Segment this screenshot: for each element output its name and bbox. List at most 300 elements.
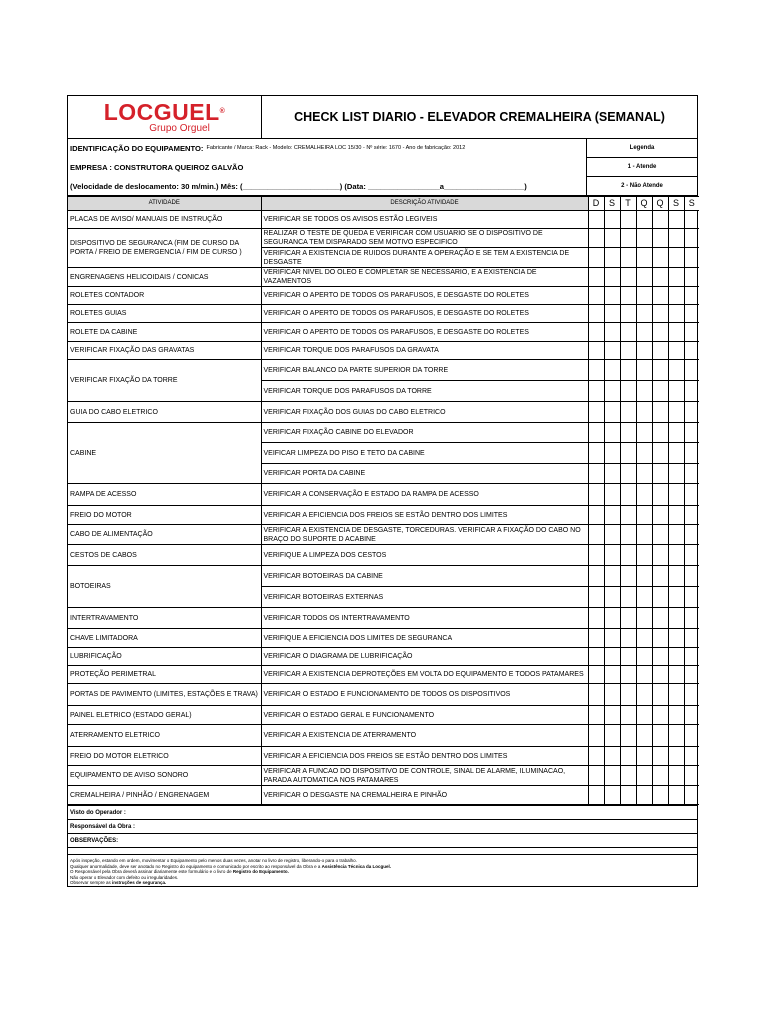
- day-check-cell[interactable]: [588, 725, 604, 747]
- day-check-cell[interactable]: [588, 684, 604, 706]
- day-check-cell[interactable]: [652, 381, 668, 402]
- day-check-cell[interactable]: [588, 648, 604, 666]
- day-check-cell[interactable]: [684, 443, 699, 464]
- day-check-cell[interactable]: [604, 211, 620, 229]
- day-check-cell[interactable]: [588, 402, 604, 423]
- table-row: [68, 484, 699, 506]
- day-check-cell[interactable]: [652, 608, 668, 629]
- day-check-cell[interactable]: [652, 766, 668, 786]
- day-check-cell[interactable]: [668, 608, 684, 629]
- day-check-cell[interactable]: [588, 484, 604, 506]
- description-cell: REALIZAR O TESTE DE QUEDA E VERIFICAR COM USUARIO SE O DISPOSITIVO DE SEGURANCA TEM DISPARADO SEM MOTIVO ESPECIFICO: [261, 229, 588, 248]
- activity-cell: ROLETES GUIAS: [68, 305, 261, 323]
- day-check-cell[interactable]: [620, 423, 636, 443]
- day-check-cell[interactable]: [684, 305, 699, 323]
- description-cell: VERIFICAR A CONSERVAÇÃO E ESTADO DA RAMPA DE ACESSO: [261, 484, 588, 506]
- day-check-cell[interactable]: [668, 525, 684, 545]
- day-check-cell[interactable]: [684, 268, 699, 287]
- site-manager-signature: Responsável da Obra :: [68, 819, 697, 833]
- speed-month-date-line: (Velocidade de deslocamento: 30 m/min.) Mês: (_______________________) (Data: _________________a___________________): [68, 176, 586, 195]
- day-check-cell[interactable]: [652, 484, 668, 506]
- day-check-cell[interactable]: [684, 402, 699, 423]
- day-check-cell[interactable]: [604, 287, 620, 305]
- legend-item-not-attends: 2 - Não Atende: [587, 176, 697, 195]
- day-check-cell[interactable]: [604, 342, 620, 360]
- day-check-cell[interactable]: [636, 464, 652, 484]
- day-check-cell[interactable]: [620, 684, 636, 706]
- table-row: [68, 305, 699, 323]
- day-check-cell[interactable]: [636, 360, 652, 381]
- day-check-cell[interactable]: [588, 506, 604, 525]
- activity-cell: CHAVE LIMITADORA: [68, 629, 261, 648]
- day-check-cell[interactable]: [684, 464, 699, 484]
- day-check-cell[interactable]: [620, 545, 636, 566]
- day-check-cell[interactable]: [604, 423, 620, 443]
- day-check-cell[interactable]: [652, 648, 668, 666]
- day-check-cell[interactable]: [604, 525, 620, 545]
- day-check-cell[interactable]: [604, 786, 620, 805]
- day-check-cell[interactable]: [652, 305, 668, 323]
- day-check-cell[interactable]: [684, 381, 699, 402]
- day-check-cell[interactable]: [620, 506, 636, 525]
- day-check-cell[interactable]: [668, 725, 684, 747]
- day-check-cell[interactable]: [668, 684, 684, 706]
- legend-box: [587, 139, 697, 195]
- day-check-cell[interactable]: [588, 766, 604, 786]
- day-check-cell[interactable]: [620, 248, 636, 268]
- table-row: [68, 423, 699, 443]
- day-check-cell[interactable]: [684, 484, 699, 506]
- day-check-cell[interactable]: [588, 666, 604, 684]
- day-check-cell[interactable]: [684, 648, 699, 666]
- checklist-sheet: [67, 95, 698, 887]
- day-check-cell[interactable]: [604, 381, 620, 402]
- description-cell: VERIFICAR O APERTO DE TODOS OS PARAFUSOS, E DESGASTE DO ROLETES: [261, 287, 588, 305]
- day-check-cell[interactable]: [684, 323, 699, 342]
- day-check-cell[interactable]: [652, 342, 668, 360]
- column-header-day: T: [620, 197, 636, 211]
- day-check-cell[interactable]: [652, 229, 668, 248]
- day-check-cell[interactable]: [620, 287, 636, 305]
- description-cell: VERIFICAR FIXAÇÃO DOS GUIAS DO CABO ELETRICO: [261, 402, 588, 423]
- description-cell: VERIFICAR PORTA DA CABINE: [261, 464, 588, 484]
- day-check-cell[interactable]: [604, 684, 620, 706]
- day-check-cell[interactable]: [588, 211, 604, 229]
- activity-cell: ROLETE DA CABINE: [68, 323, 261, 342]
- day-check-cell[interactable]: [604, 268, 620, 287]
- day-check-cell[interactable]: [684, 423, 699, 443]
- activity-cell: FREIO DO MOTOR: [68, 506, 261, 525]
- day-check-cell[interactable]: [668, 381, 684, 402]
- column-header-day: D: [588, 197, 604, 211]
- day-check-cell[interactable]: [636, 323, 652, 342]
- description-cell: VERIFICAR A EXISTENCIA DEPROTEÇÕES EM VOLTA DO EQUIPAMENTO E TODOS PATAMARES: [261, 666, 588, 684]
- activity-cell: DISPOSITIVO DE SEGURANCA (FIM DE CURSO DA PORTA / FREIO DE EMERGENCIA / FIM DE CURSO ): [68, 229, 261, 268]
- activity-cell: RAMPA DE ACESSO: [68, 484, 261, 506]
- day-check-cell[interactable]: [668, 545, 684, 566]
- day-check-cell[interactable]: [588, 587, 604, 608]
- day-check-cell[interactable]: [668, 666, 684, 684]
- day-check-cell[interactable]: [636, 566, 652, 587]
- day-check-cell[interactable]: [652, 545, 668, 566]
- day-check-cell[interactable]: [684, 725, 699, 747]
- column-header-day: Q: [652, 197, 668, 211]
- description-cell: VERIFICAR A EFICIENCIA DOS FREIOS SE ESTÃO DENTRO DOS LIMITES: [261, 506, 588, 525]
- day-check-cell[interactable]: [588, 706, 604, 725]
- day-check-cell[interactable]: [668, 747, 684, 766]
- day-check-cell[interactable]: [604, 766, 620, 786]
- day-check-cell[interactable]: [652, 402, 668, 423]
- day-check-cell[interactable]: [684, 525, 699, 545]
- day-check-cell[interactable]: [668, 287, 684, 305]
- day-check-cell[interactable]: [684, 766, 699, 786]
- day-check-cell[interactable]: [668, 566, 684, 587]
- note-line: Qualquer anormalidade, deve ser anotado no Registro do equipamento e comunicado por escrito ao responsável da Obra e a Assistência Técnica da Locguel.: [70, 863, 391, 869]
- day-check-cell[interactable]: [620, 666, 636, 684]
- day-check-cell[interactable]: [604, 305, 620, 323]
- day-check-cell[interactable]: [620, 566, 636, 587]
- day-check-cell[interactable]: [652, 684, 668, 706]
- day-check-cell[interactable]: [636, 666, 652, 684]
- description-cell: VERIFICAR BOTOEIRAS EXTERNAS: [261, 587, 588, 608]
- description-cell: VERIFICAR O APERTO DE TODOS OS PARAFUSOS, E DESGASTE DO ROLETES: [261, 323, 588, 342]
- day-check-cell[interactable]: [668, 323, 684, 342]
- day-check-cell[interactable]: [636, 484, 652, 506]
- day-check-cell[interactable]: [620, 706, 636, 725]
- day-check-cell[interactable]: [652, 725, 668, 747]
- day-check-cell[interactable]: [604, 229, 620, 248]
- day-check-cell[interactable]: [604, 323, 620, 342]
- logo-subtitle: Grupo Orguel: [149, 122, 210, 134]
- day-check-cell[interactable]: [620, 443, 636, 464]
- day-check-cell[interactable]: [588, 342, 604, 360]
- day-check-cell[interactable]: [636, 706, 652, 725]
- day-check-cell[interactable]: [636, 423, 652, 443]
- day-check-cell[interactable]: [636, 287, 652, 305]
- day-check-cell[interactable]: [652, 464, 668, 484]
- day-check-cell[interactable]: [620, 484, 636, 506]
- day-check-cell[interactable]: [620, 608, 636, 629]
- activity-cell: EQUIPAMENTO DE AVISO SONORO: [68, 766, 261, 786]
- description-cell: VERIFICAR O APERTO DE TODOS OS PARAFUSOS, E DESGASTE DO ROLETES: [261, 305, 588, 323]
- day-check-cell[interactable]: [668, 587, 684, 608]
- day-check-cell[interactable]: [620, 648, 636, 666]
- table-row: [68, 268, 699, 287]
- day-check-cell[interactable]: [668, 211, 684, 229]
- day-check-cell[interactable]: [652, 287, 668, 305]
- day-check-cell[interactable]: [652, 323, 668, 342]
- table-header-row: [68, 197, 699, 211]
- day-check-cell[interactable]: [620, 381, 636, 402]
- day-check-cell[interactable]: [636, 587, 652, 608]
- day-check-cell[interactable]: [588, 545, 604, 566]
- day-check-cell[interactable]: [668, 305, 684, 323]
- day-check-cell[interactable]: [652, 587, 668, 608]
- activity-cell: PORTAS DE PAVIMENTO (LIMITES, ESTAÇÕES E TRAVA): [68, 684, 261, 706]
- day-check-cell[interactable]: [620, 323, 636, 342]
- table-row: [68, 684, 699, 706]
- day-check-cell[interactable]: [588, 566, 604, 587]
- day-check-cell[interactable]: [620, 587, 636, 608]
- day-check-cell[interactable]: [620, 525, 636, 545]
- day-check-cell[interactable]: [652, 525, 668, 545]
- day-check-cell[interactable]: [620, 747, 636, 766]
- day-check-cell[interactable]: [588, 747, 604, 766]
- day-check-cell[interactable]: [684, 666, 699, 684]
- day-check-cell[interactable]: [652, 211, 668, 229]
- day-check-cell[interactable]: [684, 506, 699, 525]
- day-check-cell[interactable]: [652, 786, 668, 805]
- note-line: Após inspeção, estando em ordem, movimentar o Equipamento pelo menos duas vezes, anotar no livro de registro, liberando-o para o trabalho.: [70, 858, 357, 863]
- activity-cell: PROTEÇÃO PERIMETRAL: [68, 666, 261, 684]
- day-check-cell[interactable]: [588, 443, 604, 464]
- day-check-cell[interactable]: [668, 706, 684, 725]
- day-check-cell[interactable]: [636, 629, 652, 648]
- day-check-cell[interactable]: [588, 423, 604, 443]
- day-check-cell[interactable]: [652, 268, 668, 287]
- day-check-cell[interactable]: [636, 684, 652, 706]
- day-check-cell[interactable]: [684, 211, 699, 229]
- description-cell: VERIFIQUE A LIMPEZA DOS CESTOS: [261, 545, 588, 566]
- day-check-cell[interactable]: [668, 402, 684, 423]
- day-check-cell[interactable]: [636, 506, 652, 525]
- day-check-cell[interactable]: [684, 747, 699, 766]
- day-check-cell[interactable]: [588, 525, 604, 545]
- day-check-cell[interactable]: [588, 608, 604, 629]
- day-check-cell[interactable]: [636, 305, 652, 323]
- day-check-cell[interactable]: [684, 342, 699, 360]
- day-check-cell[interactable]: [604, 402, 620, 423]
- day-check-cell[interactable]: [668, 268, 684, 287]
- day-check-cell[interactable]: [604, 587, 620, 608]
- table-row: [68, 608, 699, 629]
- day-check-cell[interactable]: [652, 747, 668, 766]
- day-check-cell[interactable]: [588, 464, 604, 484]
- day-check-cell[interactable]: [684, 684, 699, 706]
- legend-title: Legenda: [629, 145, 655, 151]
- day-check-cell[interactable]: [668, 248, 684, 268]
- table-row: [68, 725, 699, 747]
- day-check-cell[interactable]: [604, 443, 620, 464]
- day-check-cell[interactable]: [588, 323, 604, 342]
- day-check-cell[interactable]: [604, 545, 620, 566]
- day-check-cell[interactable]: [604, 706, 620, 725]
- description-cell: VERIFICAR A EXISTENCIA DE RUIDOS DURANTE A OPERAÇÃO E SE TEM A EXISTENCIA DE DESGASTE: [261, 248, 588, 268]
- day-check-cell[interactable]: [620, 464, 636, 484]
- activity-cell: BOTOEIRAS: [68, 566, 261, 608]
- description-cell: VERIFIQUE A EFICIENCIA DOS LIMITES DE SEGURANCA: [261, 629, 588, 648]
- day-check-cell[interactable]: [636, 545, 652, 566]
- day-check-cell[interactable]: [668, 786, 684, 805]
- day-check-cell[interactable]: [620, 402, 636, 423]
- table-row: [68, 342, 699, 360]
- day-check-cell[interactable]: [684, 360, 699, 381]
- column-header-description: DESCRIÇÃO ATIVIDADE: [261, 197, 588, 211]
- description-cell: VERIFICAR BOTOEIRAS DA CABINE: [261, 566, 588, 587]
- day-check-cell[interactable]: [604, 248, 620, 268]
- description-cell: VERIFICAR SE TODOS OS AVISOS ESTÃO LEGIVEIS: [261, 211, 588, 229]
- day-check-cell[interactable]: [636, 747, 652, 766]
- day-check-cell[interactable]: [684, 587, 699, 608]
- day-check-cell[interactable]: [604, 747, 620, 766]
- day-check-cell[interactable]: [636, 248, 652, 268]
- day-check-cell[interactable]: [620, 360, 636, 381]
- day-check-cell[interactable]: [684, 545, 699, 566]
- activity-cell: PAINEL ELETRICO (ESTADO GERAL): [68, 706, 261, 725]
- day-check-cell[interactable]: [636, 766, 652, 786]
- operator-signature: Visto do Operador :: [68, 805, 697, 819]
- day-check-cell[interactable]: [620, 725, 636, 747]
- day-check-cell[interactable]: [636, 786, 652, 805]
- description-cell: VERIFICAR TORQUE DOS PARAFUSOS DA TORRE: [261, 381, 588, 402]
- day-check-cell[interactable]: [620, 342, 636, 360]
- table-row: [68, 229, 699, 248]
- day-check-cell[interactable]: [668, 342, 684, 360]
- day-check-cell[interactable]: [668, 423, 684, 443]
- day-check-cell[interactable]: [620, 229, 636, 248]
- day-check-cell[interactable]: [588, 360, 604, 381]
- day-check-cell[interactable]: [604, 360, 620, 381]
- day-check-cell[interactable]: [588, 229, 604, 248]
- day-check-cell[interactable]: [604, 608, 620, 629]
- day-check-cell[interactable]: [620, 268, 636, 287]
- sheet-header: [68, 96, 697, 139]
- table-row: [68, 545, 699, 566]
- day-check-cell[interactable]: [588, 381, 604, 402]
- day-check-cell[interactable]: [684, 786, 699, 805]
- observations-label: OBSERVAÇÕES:: [68, 833, 697, 847]
- day-check-cell[interactable]: [668, 648, 684, 666]
- day-check-cell[interactable]: [652, 360, 668, 381]
- day-check-cell[interactable]: [604, 566, 620, 587]
- day-check-cell[interactable]: [684, 629, 699, 648]
- equipment-identification: IDENTIFICAÇÃO DO EQUIPAMENTO: Fabricante / Marca: Rack - Modelo: CREMALHEIRA LOC 15/30 - Nº série: 1670 - Ano de fabricação: 2012: [70, 143, 466, 153]
- day-check-cell[interactable]: [636, 342, 652, 360]
- description-cell: VERIFICAR FIXAÇÃO CABINE DO ELEVADOR: [261, 423, 588, 443]
- description-cell: VERIFICAR A FUNCAO DO DISPOSITIVO DE CONTROLE, SINAL DE ALARME, ILUMINACAO, PARADA AUTOMATICA NOS PATAMARES: [261, 766, 588, 786]
- description-cell: VERIFICAR NIVEL DO OLEO E COMPLETAR SE NECESSARIO, E A EXISTENCIA DE VAZAMENTOS: [261, 268, 588, 287]
- day-check-cell[interactable]: [588, 629, 604, 648]
- day-check-cell[interactable]: [668, 229, 684, 248]
- day-check-cell[interactable]: [604, 506, 620, 525]
- activity-cell: VERIFICAR FIXAÇÃO DAS GRAVATAS: [68, 342, 261, 360]
- day-check-cell[interactable]: [668, 484, 684, 506]
- day-check-cell[interactable]: [588, 305, 604, 323]
- day-check-cell[interactable]: [684, 248, 699, 268]
- logo-text: LOCGUEL®: [103, 98, 226, 125]
- day-check-cell[interactable]: [620, 211, 636, 229]
- activity-cell: FREIO DO MOTOR ELETRICO: [68, 747, 261, 766]
- activity-cell: CABINE: [68, 423, 261, 484]
- day-check-cell[interactable]: [668, 629, 684, 648]
- description-cell: VERIFICAR TODOS OS INTERTRAVAMENTO: [261, 608, 588, 629]
- table-row: [68, 706, 699, 725]
- day-check-cell[interactable]: [604, 666, 620, 684]
- description-cell: VERIFICAR TORQUE DOS PARAFUSOS DA GRAVATA: [261, 342, 588, 360]
- note-line: Observar sempre as instruções de segurança.: [70, 880, 167, 886]
- day-check-cell[interactable]: [604, 725, 620, 747]
- table-row: [68, 666, 699, 684]
- day-check-cell[interactable]: [588, 786, 604, 805]
- day-check-cell[interactable]: [684, 608, 699, 629]
- description-cell: VERIFICAR O ESTADO GERAL E FUNCIONAMENTO: [261, 706, 588, 725]
- day-check-cell[interactable]: [604, 484, 620, 506]
- day-check-cell[interactable]: [652, 666, 668, 684]
- day-check-cell[interactable]: [636, 525, 652, 545]
- day-check-cell[interactable]: [620, 786, 636, 805]
- day-check-cell[interactable]: [636, 725, 652, 747]
- day-check-cell[interactable]: [636, 443, 652, 464]
- column-header-day: Q: [636, 197, 652, 211]
- description-cell: VERIFICAR A EXISTENCIA DE ATERRAMENTO: [261, 725, 588, 747]
- day-check-cell[interactable]: [652, 629, 668, 648]
- activity-cell: ROLETES CONTADOR: [68, 287, 261, 305]
- activity-cell: CESTOS DE CABOS: [68, 545, 261, 566]
- day-check-cell[interactable]: [684, 229, 699, 248]
- day-check-cell[interactable]: [668, 464, 684, 484]
- activity-cell: ATERRAMENTO ELETRICO: [68, 725, 261, 747]
- day-check-cell[interactable]: [652, 443, 668, 464]
- column-header-activity: ATIVIDADE: [68, 197, 261, 211]
- day-check-cell[interactable]: [684, 566, 699, 587]
- day-check-cell[interactable]: [636, 648, 652, 666]
- day-check-cell[interactable]: [652, 566, 668, 587]
- day-check-cell[interactable]: [668, 443, 684, 464]
- day-check-cell[interactable]: [636, 402, 652, 423]
- day-check-cell[interactable]: [604, 648, 620, 666]
- day-check-cell[interactable]: [652, 423, 668, 443]
- day-check-cell[interactable]: [636, 381, 652, 402]
- activity-cell: GUIA DO CABO ELETRICO: [68, 402, 261, 423]
- page-title: CHECK LIST DIARIO - ELEVADOR CREMALHEIRA (SEMANAL): [294, 110, 665, 124]
- column-header-day: S: [668, 197, 684, 211]
- day-check-cell[interactable]: [604, 464, 620, 484]
- day-check-cell[interactable]: [636, 211, 652, 229]
- day-check-cell[interactable]: [588, 268, 604, 287]
- day-check-cell[interactable]: [668, 506, 684, 525]
- table-row: [68, 786, 699, 805]
- table-row: [68, 629, 699, 648]
- table-row: [68, 402, 699, 423]
- day-check-cell[interactable]: [588, 248, 604, 268]
- legend-item-attends: 1 - Atende: [587, 157, 697, 176]
- day-check-cell[interactable]: [636, 608, 652, 629]
- observations-blank-line: [68, 847, 697, 854]
- day-check-cell[interactable]: [652, 706, 668, 725]
- day-check-cell[interactable]: [668, 360, 684, 381]
- description-cell: VERIFICAR O DESGASTE NA CREMALHEIRA E PINHÃO: [261, 786, 588, 805]
- table-row: [68, 648, 699, 666]
- day-check-cell[interactable]: [588, 287, 604, 305]
- note-line: O Responsável pela Obra deverá assinar diariamente este formulário e o livro de Registro do Equipamento.: [70, 869, 289, 875]
- day-check-cell[interactable]: [684, 706, 699, 725]
- day-check-cell[interactable]: [668, 766, 684, 786]
- table-row: [68, 766, 699, 786]
- day-check-cell[interactable]: [636, 268, 652, 287]
- description-cell: VERIFICAR BALANCO DA PARTE SUPERIOR DA TORRE: [261, 360, 588, 381]
- day-check-cell[interactable]: [684, 287, 699, 305]
- equipment-details: Fabricante / Marca: Rack - Modelo: CREMALHEIRA LOC 15/30 - Nº série: 1670 - Ano de fabricação: 2012: [206, 145, 466, 151]
- description-cell: VERIFICAR O ESTADO E FUNCIONAMENTO DE TODOS OS DISPOSITIVOS: [261, 684, 588, 706]
- day-check-cell[interactable]: [604, 629, 620, 648]
- activity-cell: ENGRENAGENS HELICOIDAIS / CONICAS: [68, 268, 261, 287]
- day-check-cell[interactable]: [620, 629, 636, 648]
- day-check-cell[interactable]: [620, 305, 636, 323]
- day-check-cell[interactable]: [620, 766, 636, 786]
- day-check-cell[interactable]: [652, 506, 668, 525]
- day-check-cell[interactable]: [636, 229, 652, 248]
- day-check-cell[interactable]: [652, 248, 668, 268]
